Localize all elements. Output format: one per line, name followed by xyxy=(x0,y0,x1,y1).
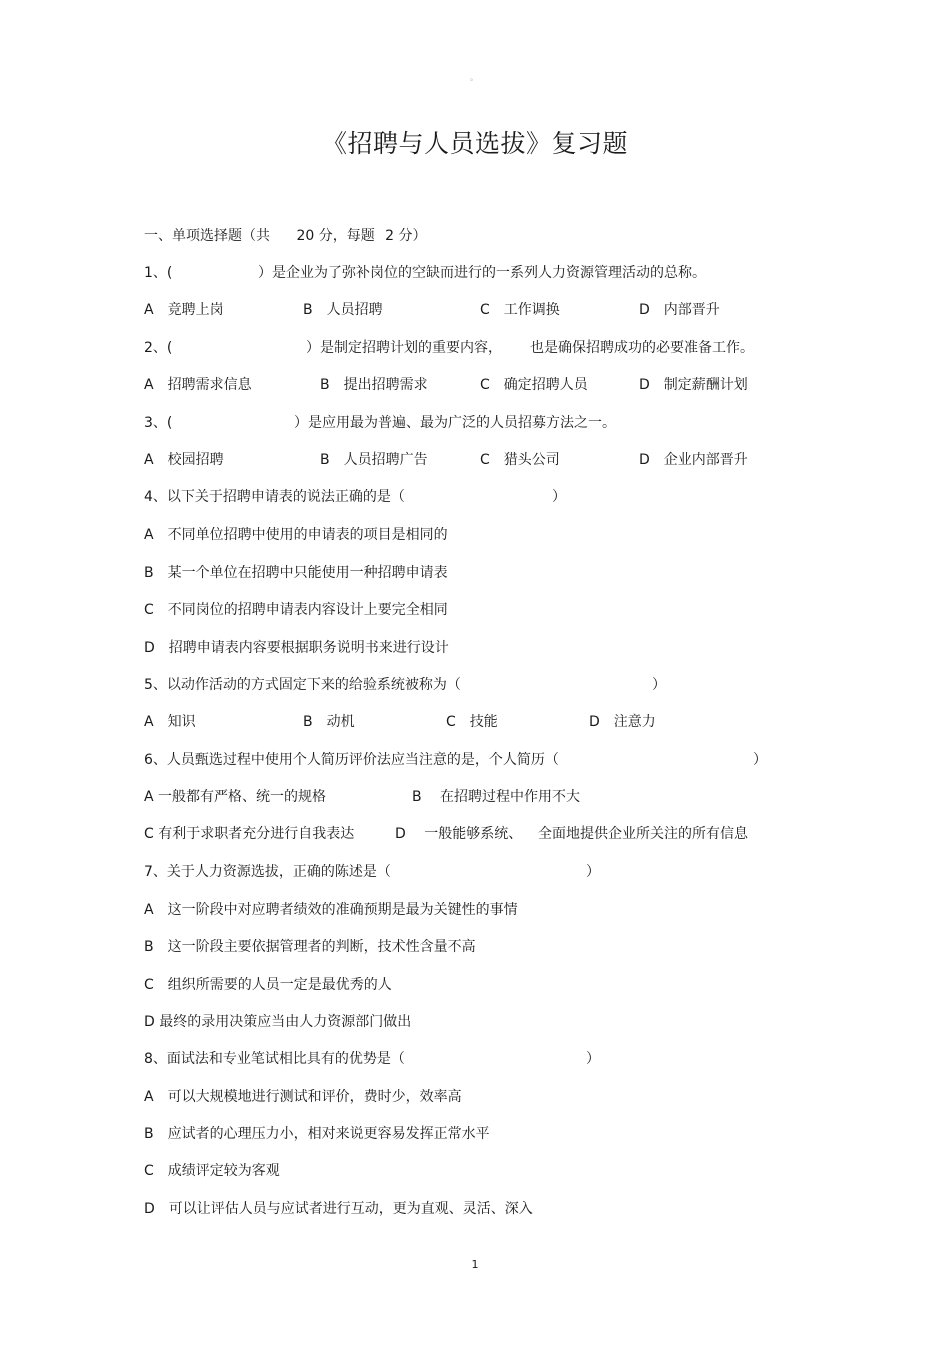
option-8c: C 成绩评定较为客观 xyxy=(144,1163,280,1179)
option-4d: D 招聘申请表内容要根据职务说明书来进行设计 xyxy=(144,640,449,656)
question-8 xyxy=(144,1050,600,1068)
question-4-b: ） xyxy=(552,489,566,505)
option-1a: A 竞聘上岗 xyxy=(144,302,224,318)
question-5 xyxy=(144,676,666,694)
option-2c: C 确定招聘人员 xyxy=(480,377,588,393)
option-2b: B 提出招聘需求 xyxy=(320,377,428,393)
option-2d: D 制定薪酬计划 xyxy=(639,377,748,393)
section-heading-a: 一、单项选择题（共 xyxy=(144,228,270,244)
option-6b: B 在招聘过程中作用不大 xyxy=(412,789,581,805)
question-7-a: 7、关于人力资源选拔，正确的陈述是（ xyxy=(144,864,391,880)
question-5-b: ） xyxy=(652,677,666,693)
question-7-b: ） xyxy=(586,864,600,880)
option-7b: B 这一阶段主要依据管理者的判断，技术性含量不高 xyxy=(144,939,476,955)
question-3-a: 3、( xyxy=(144,415,173,431)
option-3a: A 校园招聘 xyxy=(144,452,224,468)
option-5d: D 注意力 xyxy=(589,714,656,730)
option-4b: B 某一个单位在招聘中只能使用一种招聘申请表 xyxy=(144,565,448,581)
option-5a: A 知识 xyxy=(144,714,196,730)
option-6a: A 一般都有严格、统一的规格 xyxy=(144,789,327,805)
question-1-a: 1、( xyxy=(144,265,173,281)
option-3d: D 企业内部晋升 xyxy=(639,452,748,468)
page-title: 《招聘与人员选拔》复习题 xyxy=(321,129,628,158)
option-6d: D 一般能够系统、 xyxy=(395,826,523,842)
option-1b: B 人员招聘 xyxy=(303,302,383,318)
question-6-a: 6、人员甄选过程中使用个人简历评价法应当注意的是，个人简历（ xyxy=(144,752,559,768)
section-heading-b: 20 分，每题 xyxy=(296,228,375,244)
question-2-c: 也是确保招聘成功的必要准备工作。 xyxy=(530,340,754,356)
option-4c: C 不同岗位的招聘申请表内容设计上要完全相同 xyxy=(144,602,448,618)
option-5b: B 动机 xyxy=(303,714,355,730)
question-5-a: 5、以动作活动的方式固定下来的给验系统被称为（ xyxy=(144,677,461,693)
question-7 xyxy=(144,863,600,881)
question-4 xyxy=(144,488,566,506)
question-2-b: ）是制定招聘计划的重要内容， xyxy=(306,340,502,356)
option-4a: A 不同单位招聘中使用的申请表的项目是相同的 xyxy=(144,527,448,543)
question-8-b: ） xyxy=(586,1051,600,1067)
section-heading-c: 2 分） xyxy=(385,228,427,244)
option-6c: C 有利于求职者充分进行自我表达 xyxy=(144,826,355,842)
section-heading xyxy=(144,227,427,245)
question-3 xyxy=(144,414,616,432)
question-1-b: ）是企业为了弥补岗位的空缺而进行的一系列人力资源管理活动的总称。 xyxy=(258,265,706,281)
option-7d: D 最终的录用决策应当由人力资源部门做出 xyxy=(144,1014,412,1030)
option-8a: A 可以大规模地进行测试和评价，费时少，效率高 xyxy=(144,1089,462,1105)
question-8-a: 8、面试法和专业笔试相比具有的优势是（ xyxy=(144,1051,405,1067)
page-number: 1 xyxy=(471,1258,479,1271)
option-3c: C 猎头公司 xyxy=(480,452,560,468)
question-6-b: ） xyxy=(753,752,767,768)
question-2-a: 2、( xyxy=(144,340,173,356)
question-4-a: 4、以下关于招聘申请表的说法正确的是（ xyxy=(144,489,405,505)
option-6d-cont: 全面地提供企业所关注的所有信息 xyxy=(538,826,748,842)
option-1c: C 工作调换 xyxy=(480,302,560,318)
question-6 xyxy=(144,751,767,769)
option-2a: A 招聘需求信息 xyxy=(144,377,252,393)
question-3-b: ）是应用最为普遍、最为广泛的人员招募方法之一。 xyxy=(294,415,616,431)
question-1 xyxy=(144,264,706,282)
header-dot: 。 xyxy=(470,73,478,82)
question-2 xyxy=(144,339,754,357)
option-5c: C 技能 xyxy=(446,714,498,730)
option-7a: A 这一阶段中对应聘者绩效的准确预期是最为关键性的事情 xyxy=(144,902,518,918)
option-1d: D 内部晋升 xyxy=(639,302,720,318)
option-8b: B 应试者的心理压力小，相对来说更容易发挥正常水平 xyxy=(144,1126,490,1142)
option-7c: C 组织所需要的人员一定是最优秀的人 xyxy=(144,977,392,993)
option-3b: B 人员招聘广告 xyxy=(320,452,428,468)
option-8d: D 可以让评估人员与应试者进行互动，更为直观、灵活、深入 xyxy=(144,1201,533,1217)
